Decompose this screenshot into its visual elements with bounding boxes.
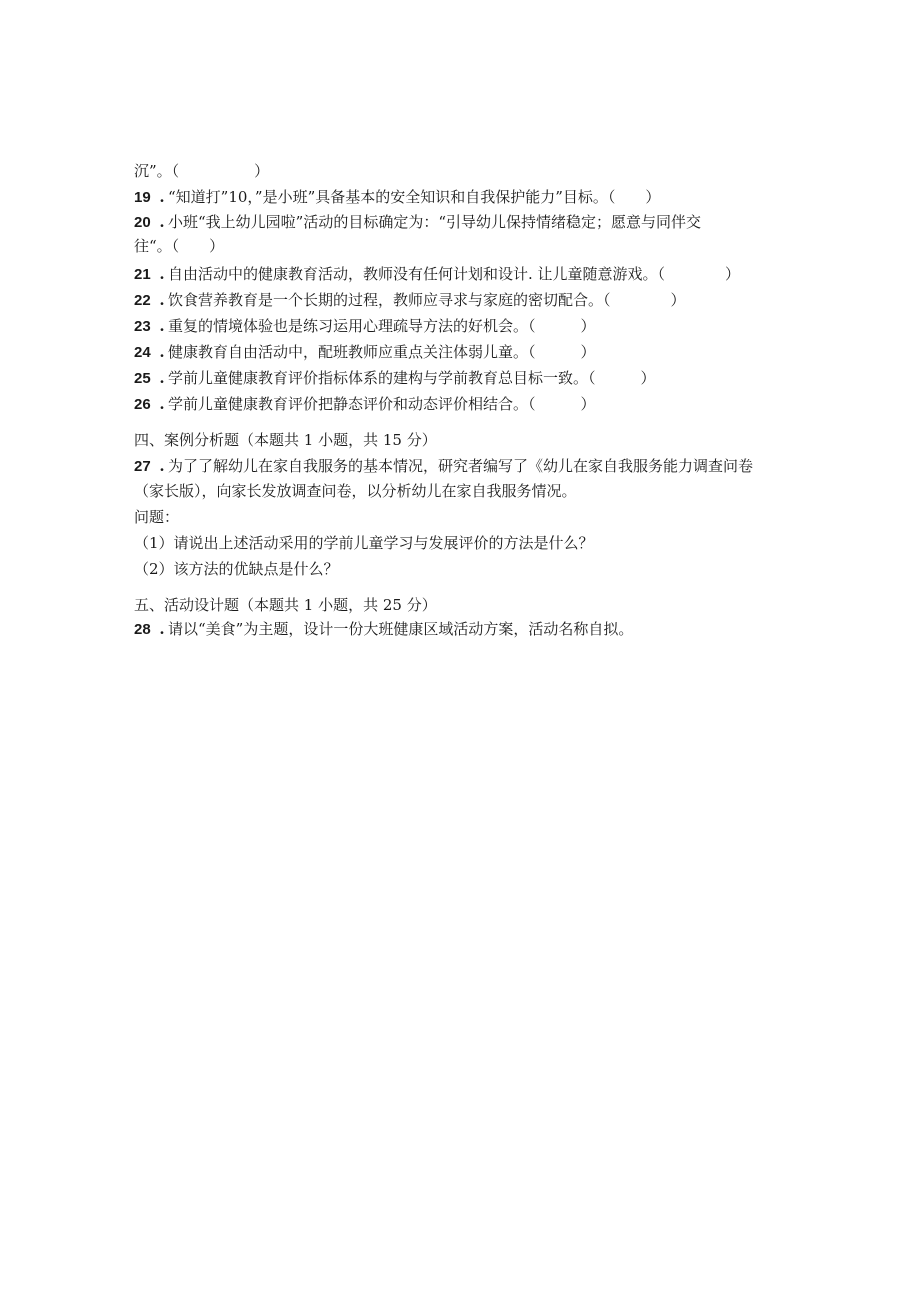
question-separator: . [159, 265, 165, 283]
question-text: 健康教育自由活动中，配班教师应重点关注体弱儿童。（ ） [168, 343, 596, 361]
question-text: 请以“美食”为主题，设计一份大班健康区域活动方案，活动名称自拟。 [168, 620, 634, 638]
line-text: 问题： [134, 508, 180, 526]
question-separator: . [159, 188, 165, 206]
question-27-continuation [134, 481, 577, 501]
sub-question-2 [134, 559, 339, 579]
question-28 [134, 619, 633, 640]
question-label [134, 507, 179, 527]
question-number: 27 [134, 458, 151, 475]
line-text: 往“。（ ） [134, 237, 225, 255]
question-19 [134, 187, 660, 208]
question-separator: . [159, 369, 165, 387]
question-separator: . [159, 317, 165, 335]
question-separator: . [159, 620, 165, 638]
line-text: 沉”。（ ） [134, 162, 270, 180]
question-number: 24 [134, 344, 151, 361]
question-number: 19 [134, 189, 151, 206]
question-20-continuation [134, 236, 224, 256]
question-separator: . [159, 395, 165, 413]
text-line [134, 161, 269, 181]
question-text: 自由活动中的健康教育活动，教师没有任何计划和设计. 让儿童随意游戏。（ ） [168, 265, 741, 283]
question-separator: . [159, 457, 165, 475]
section-heading-text: 五、活动设计题（本题共 1 小题，共 25 分） [134, 596, 437, 614]
question-separator: . [159, 291, 165, 309]
question-separator: . [159, 213, 165, 231]
sub-question-text: （1）请说出上述活动采用的学前儿童学习与发展评价的方法是什么？ [134, 534, 594, 552]
question-27 [134, 456, 753, 477]
question-text: 小班“我上幼儿园啦”活动的目标确定为：“引导幼儿保持情绪稳定；愿意与同伴交 [168, 213, 702, 231]
question-26 [134, 394, 596, 415]
question-number: 28 [134, 621, 151, 638]
question-number: 25 [134, 370, 151, 387]
question-number: 21 [134, 266, 151, 283]
section-heading-text: 四、案例分析题（本题共 1 小题，共 15 分） [134, 431, 437, 449]
question-number: 26 [134, 396, 151, 413]
question-24 [134, 342, 596, 363]
question-25 [134, 368, 656, 389]
question-21 [134, 264, 740, 285]
question-text: 重复的情境体验也是练习运用心理疏导方法的好机会。（ ） [168, 317, 596, 335]
question-text: 饮食营养教育是一个长期的过程，教师应寻求与家庭的密切配合。（ ） [168, 291, 686, 309]
question-separator: . [159, 343, 165, 361]
question-number: 22 [134, 292, 151, 309]
question-text: “知道打”10，”是小班”具备基本的安全知识和自我保护能力”目标。（ ） [168, 188, 661, 206]
question-20 [134, 212, 701, 233]
question-text: 学前儿童健康教育评价指标体系的建构与学前教育总目标一致。（ ） [168, 369, 656, 387]
question-22 [134, 290, 686, 311]
question-text: 学前儿童健康教育评价把静态评价和动态评价相结合。（ ） [168, 395, 596, 413]
question-number: 20 [134, 214, 151, 231]
question-text: 为了了解幼儿在家自我服务的基本情况，研究者编写了《幼儿在家自我服务能力调查问卷 [168, 457, 754, 475]
sub-question-text: （2）该方法的优缺点是什么？ [134, 560, 339, 578]
line-text: （家长版），向家长发放调查问卷，以分析幼儿在家自我服务情况。 [134, 482, 577, 500]
question-23 [134, 316, 596, 337]
section-heading-case-analysis [134, 430, 437, 450]
question-number: 23 [134, 318, 151, 335]
section-heading-activity-design [134, 595, 437, 615]
sub-question-1 [134, 533, 594, 553]
